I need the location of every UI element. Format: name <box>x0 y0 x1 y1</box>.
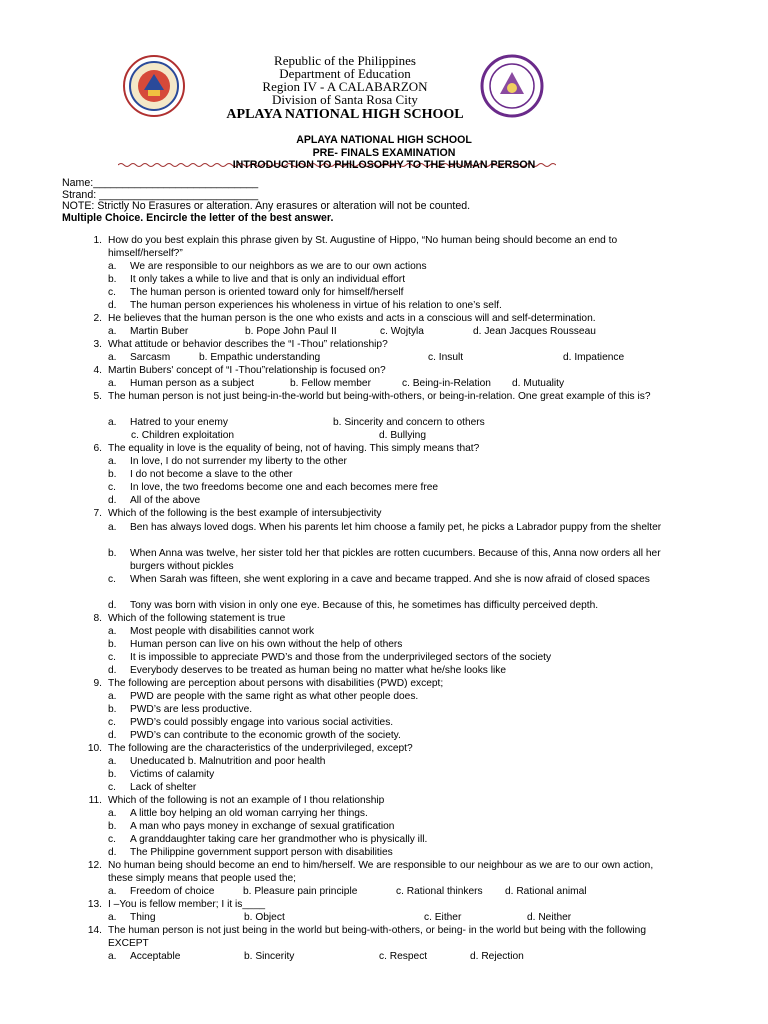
option-text: The Philippine government support person with disabilities <box>130 847 393 858</box>
question-number: 14. <box>87 925 102 936</box>
option-text: Martin Buber <box>130 326 189 337</box>
option-text: It only takes a while to live and that is only an individual effort <box>130 274 406 285</box>
option-letter: d. <box>108 300 117 311</box>
option-text: A granddaughter taking care her grandmother who is physically ill. <box>130 834 428 845</box>
option-text: A little boy helping an old woman carrying her things. <box>130 808 368 819</box>
option-letter: a. <box>108 378 117 389</box>
option-letter: a. <box>108 522 117 533</box>
option-text: c. Rational thinkers <box>396 886 483 897</box>
option-letter: c. <box>108 717 116 728</box>
question-text: I –You is fellow member; I it is____ <box>108 899 266 910</box>
option-text: d. Impatience <box>563 352 625 363</box>
letterhead-text <box>175 54 515 124</box>
option-text: Most people with disabilities cannot work <box>130 626 315 637</box>
option-letter: c. <box>108 834 116 845</box>
question-number: 3. <box>93 339 102 350</box>
option-text: Tony was born with vision in only one eye. Because of this, he sometimes has difficulty perceived depth. <box>130 600 599 611</box>
option-text: b. Empathic understanding <box>199 352 321 363</box>
option-text: Hatred to your enemy <box>130 417 228 428</box>
option-text: c. Insult <box>428 352 464 363</box>
option-letter: a. <box>108 352 117 363</box>
school-name-banner: APLAYA NATIONAL HIGH SCHOOL <box>226 107 464 122</box>
exam-heading <box>0 134 768 172</box>
exam-meta <box>62 178 712 224</box>
option-text: b. Object <box>244 912 285 923</box>
region-line: Region IV - A CALABARZON <box>262 79 428 94</box>
republic-line: Republic of the Philippines <box>274 53 416 68</box>
option-text: Freedom of choice <box>130 886 215 897</box>
question-text: The following are perception about persons with disabilities (PWD) except; <box>108 678 444 689</box>
question-number: 2. <box>93 313 102 324</box>
option-text: A man who pays money in exchange of sexual gratification <box>130 821 395 832</box>
option-letter: b. <box>108 821 117 832</box>
option-letter: a. <box>108 691 117 702</box>
option-letter: a. <box>108 951 117 962</box>
question-text: The equality in love is the equality of being, not of having. This simply means that? <box>108 443 480 454</box>
school-seal-icon <box>480 54 544 118</box>
question-number: 11. <box>88 795 102 806</box>
heading-school: APLAYA NATIONAL HIGH SCHOOL <box>296 134 472 146</box>
option-text: When Sarah was fifteen, she went exploring in a cave and became trapped. And she is now afraid of closed spaces <box>130 574 650 585</box>
question-number: 12. <box>87 860 102 871</box>
question-text: The following are the characteristics of the underprivileged, except? <box>108 743 413 754</box>
option-letter: a. <box>108 756 117 767</box>
option-text: We are responsible to our neighbors as we are to our own actions <box>130 261 427 272</box>
question-text: Which of the following is the best example of intersubjectivity <box>108 508 382 519</box>
strand-field: Strand: ___________________________ <box>62 188 259 201</box>
option-letter: a. <box>108 261 117 272</box>
option-text: d. Rational animal <box>505 886 587 897</box>
question-number: 4. <box>93 365 102 376</box>
option-text: b. Fellow member <box>290 378 371 389</box>
name-field: Name:____________________________ <box>62 177 259 189</box>
question-text: The human person is not just being in the world but being-with-others, or being- in the world but being with the following EXCEPT <box>108 925 646 949</box>
option-text: d. Bullying <box>379 430 427 441</box>
question-number: 10. <box>87 743 102 754</box>
option-letter: c. <box>108 482 116 493</box>
option-text: d. Mutuality <box>512 378 565 389</box>
option-text: All of the above <box>130 495 201 506</box>
option-text: c. Children exploitation <box>131 430 235 441</box>
option-text: b. Pleasure pain principle <box>243 886 358 897</box>
option-letter: a. <box>108 912 117 923</box>
question-text: Martin Bubers' concept of “I -Thou”relationship is focused on? <box>108 365 386 376</box>
option-text: Thing <box>130 912 156 923</box>
option-text: Uneducated b. Malnutrition and poor health <box>130 756 326 767</box>
division-line: Division of Santa Rosa City <box>272 92 418 107</box>
option-text: Human person can live on his own without the help of others <box>130 639 403 650</box>
option-letter: d. <box>108 665 117 676</box>
option-text: d. Neither <box>527 912 572 923</box>
option-letter: a. <box>108 417 117 428</box>
option-letter: c. <box>108 574 116 585</box>
option-letter: b. <box>108 704 117 715</box>
option-text: Ben has always loved dogs. When his parents let him choose a family pet, he picks a Labrador puppy from the shelter <box>130 522 662 533</box>
question-text: Which of the following is not an example of I thou relationship <box>108 795 385 806</box>
option-letter: a. <box>108 326 117 337</box>
option-letter: a. <box>108 886 117 897</box>
option-letter: a. <box>108 626 117 637</box>
option-text: Acceptable <box>130 951 181 962</box>
option-text: Victims of calamity <box>130 769 215 780</box>
option-text: c. Being-in-Relation <box>402 378 491 389</box>
option-text: PWD are people with the same right as what other people does. <box>130 691 419 702</box>
option-text: c. Wojtyla <box>380 326 424 337</box>
question-number: 9. <box>93 678 102 689</box>
option-text: d. Rejection <box>470 951 524 962</box>
question-number: 8. <box>93 613 102 624</box>
note-text: NOTE: Strictly No Erasures or alteration. Any erasures or alteration will not be counted. <box>62 200 471 212</box>
option-text: Everybody deserves to be treated as human being no matter what he/she looks like <box>130 665 507 676</box>
question-text: No human being should become an end to him/herself. We are responsible to our neighbour as we are to our own action, these simply means that people used the; <box>108 860 654 884</box>
option-letter: a. <box>108 456 117 467</box>
question-text: He believes that the human person is the one who exists and acts in a conscious will and self-determination. <box>108 313 596 324</box>
letterhead <box>0 48 768 128</box>
question-number: 7. <box>93 508 102 519</box>
option-text: In love, the two freedoms become one and each becomes mere free <box>130 482 439 493</box>
option-letter: d. <box>108 730 117 741</box>
option-letter: b. <box>108 469 117 480</box>
option-letter: d. <box>108 847 117 858</box>
option-text: PWD’s can contribute to the economic growth of the society. <box>130 730 401 741</box>
option-letter: a. <box>108 808 117 819</box>
option-text: Lack of shelter <box>130 782 197 793</box>
option-text: Human person as a subject <box>130 378 255 389</box>
option-letter: d. <box>108 600 117 611</box>
option-letter: b. <box>108 274 117 285</box>
option-text: c. Either <box>424 912 462 923</box>
instruction-text: Multiple Choice. Encircle the letter of the best answer. <box>62 211 334 224</box>
option-text: b. Sincerity and concern to others <box>333 417 485 428</box>
question-number: 1. <box>93 235 102 246</box>
department-line: Department of Education <box>279 66 411 81</box>
heading-subject: INTRODUCTION TO PHILOSOPHY TO THE HUMAN PERSON <box>232 159 536 171</box>
option-text: The human person experiences his wholeness in virtue of his relation to one’s self. <box>130 300 502 311</box>
option-text: d. Jean Jacques Rousseau <box>473 326 596 337</box>
option-letter: b. <box>108 548 117 559</box>
option-text: b. Sincerity <box>244 951 295 962</box>
option-text: The human person is oriented toward only for himself/herself <box>130 287 404 298</box>
option-text: PWD’s are less productive. <box>130 704 253 715</box>
option-letter: b. <box>108 769 117 780</box>
option-letter: b. <box>108 639 117 650</box>
heading-exam: PRE- FINALS EXAMINATION <box>312 146 456 159</box>
option-text: I do not become a slave to the other <box>130 469 293 480</box>
question-number: 6. <box>93 443 102 454</box>
question-number: 5. <box>93 391 102 402</box>
question-text: Which of the following statement is true <box>108 613 286 624</box>
option-text: c. Respect <box>379 951 428 962</box>
question-text: What attitude or behavior describes the “I -Thou” relationship? <box>108 339 388 350</box>
option-text: PWD’s could possibly engage into various social activities. <box>130 717 394 728</box>
option-text: When Anna was twelve, her sister told her that pickles are rotten cucumbers. Because of this, Anna now orders all her burgers without pickles <box>130 548 661 572</box>
option-text: It is impossible to appreciate PWD’s and those from the underprivileged sectors of the society <box>130 652 552 663</box>
question-text: How do you best explain this phrase given by St. Augustine of Hippo, “No human being should become an end to himself/herself?” <box>108 235 618 259</box>
question-number: 13. <box>87 899 102 910</box>
option-letter: d. <box>108 495 117 506</box>
option-text: Sarcasm <box>130 352 171 363</box>
question-text: The human person is not just being-in-the-world but being-with-others, or being-in-relation. One great example of this is? <box>108 391 651 402</box>
option-letter: c. <box>108 287 116 298</box>
option-text: In love, I do not surrender my liberty to the other <box>130 456 347 467</box>
option-letter: c. <box>108 652 116 663</box>
option-letter: c. <box>108 782 116 793</box>
option-text: b. Pope John Paul II <box>245 326 337 337</box>
